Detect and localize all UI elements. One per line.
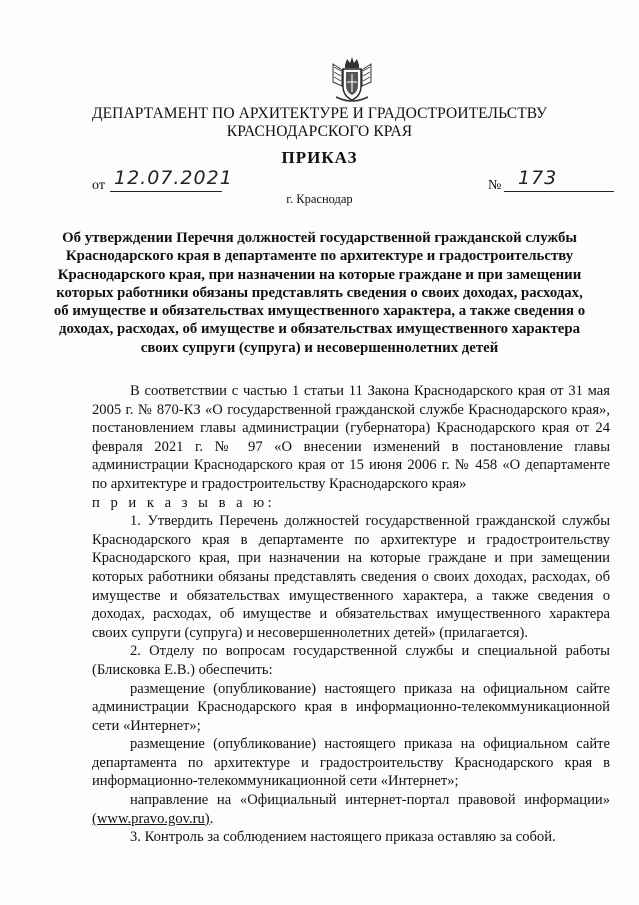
item-2: 2. Отделу по вопросам государственной службы и специальной работы (Блисковка Е.В.) обеспечить: [92,643,610,678]
document-heading: Об утверждении Перечня должностей государственной гражданской службы Краснодарского края в департаменте по архитектуре и градостроительству Краснодарского края, при назначении на которые граждане и при замещении которых работники обязаны представлять сведения о своих доходах, расходах, об имуществе и обязательствах имущественного характера, а также сведения о доходах, расходах, об имуществе и обязательствах имущественного характера своих супруги (супруга) и несовершеннолетних детей [53,230,586,356]
department-line-1: ДЕПАРТАМЕНТ ПО АРХИТЕКТУРЕ И ГРАДОСТРОИТЕЛЬСТВУ [91,105,548,122]
department-name [0,105,639,141]
number-value: 173 [518,167,558,189]
order-word: п р и к а з ы в а ю: [92,494,276,511]
number-label: № [488,178,502,193]
item-2a: размещение (опубликование) настоящего приказа на официальном сайте администрации Краснодарского края в информационно-телекоммуникационной сети «Интернет»; [92,680,610,734]
date-label: от [92,178,105,193]
document-body [92,382,610,847]
item-1: 1. Утвердить Перечень должностей государственной гражданской службы Краснодарского края в департаменте по архитектуре и градостроительству Краснодарского края, при назначении на которые граждане и при замещении которых работники обязаны представлять сведения о своих доходах, расходах, об имуществе и обязательствах имущественного характера, а также сведения о доходах, расходах, об имуществе и обязательствах имущественного характера своих супруги (супруга) и несовершеннолетних детей» (прилагается). [92,513,610,641]
item-2c [92,791,610,828]
item-2b: размещение (опубликование) настоящего приказа на официальном сайте департамента по архитектуре и градостроительству Краснодарского края в информационно-телекоммуникационной сети «Интернет»; [92,736,610,790]
coat-of-arms-icon [330,56,374,106]
item-3: 3. Контроль за соблюдением настоящего приказа оставляю за собой. [130,829,556,846]
document-type: ПРИКАЗ [281,148,358,167]
city-name: г. Краснодар [286,192,353,206]
date-value: 12.07.2021 [114,167,233,189]
item-2c-end: . [209,810,214,827]
department-line-2: КРАСНОДАРСКОГО КРАЯ [226,123,413,140]
pravo-link[interactable]: (www.pravo.gov.ru) [92,810,210,827]
item-2c-text: направление на «Официальный интернет-портал правовой информации» [130,792,610,809]
preamble-paragraph: В соответствии с частью 1 статьи 11 Закона Краснодарского края от 31 мая 2005 г. № 870-КЗ «О государственной гражданской службе Краснодарского края», постановлением главы администрации (губернатора) Краснодарского края от 24 февраля 2021 г. № 97 «О внесении изменений в постановление главы администрации Краснодарского края от 15 июня 2006 г. № 458 «О департаменте по архитектуре и градостроительству Краснодарского края» [92,383,610,492]
